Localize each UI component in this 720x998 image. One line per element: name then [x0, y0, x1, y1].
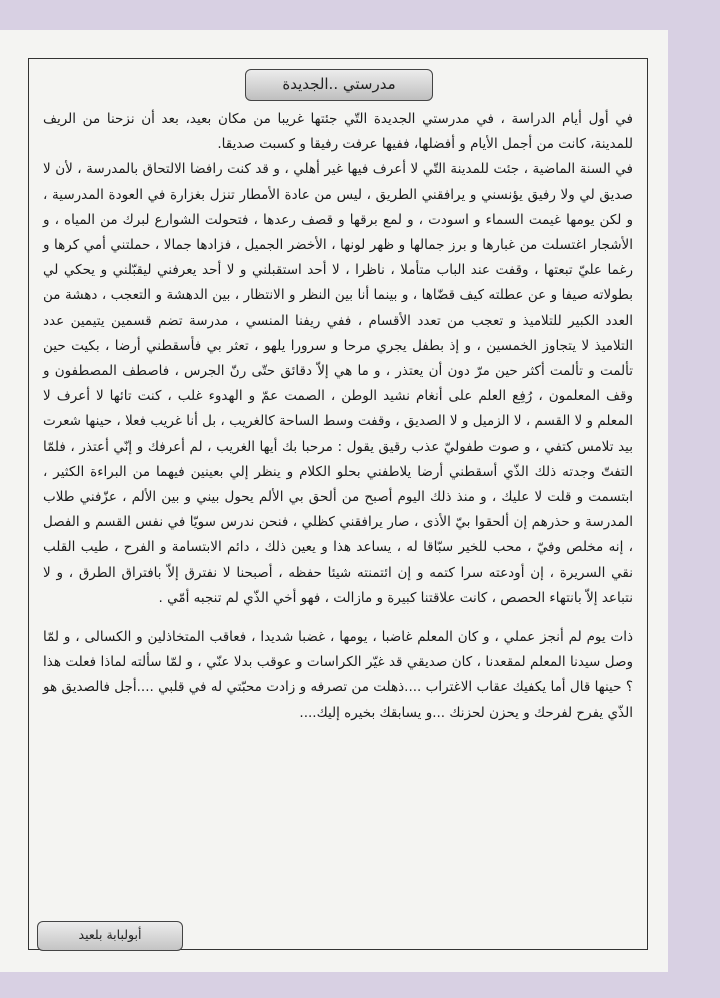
- paragraph-2: في السنة الماضية ، جئت للمدينة التّي لا أعرف فيها غير أهلي ، و قد كنت رافضا الالتحاق بالمدرسة ، لأن لا صديق لي ولا رفيق يؤنسني و يرافقني الطريق ، ليس من عادة الأمطار تنزل بغزارة في العودة المدرسية ، و لكن يومها غيمت السماء و اسودت ، و لمع برقها و قصف رعدها ، فتحولت الشوارع لبرك من المياه ، و الأشجار اغتسلت من غبارها و برز جمالها و ظهر لونها ، الأخضر الجميل ، فزادها جمالا ، حملتني أمي كرها و رغما عليّ تبعتها ، وقفت عند الباب متأملا ، ناظرا ، لا أحد استقبلني و لا أحد يعرفني ليقبّلني و يحكي لي بطولاته صيفا و عن عطلته كيف قضّاها ، و بينما أنا بين النظر و الانتظار ، بين الدهشة و التعجب ، دهشة من العدد الكبير للتلاميذ و تعجب من تعدد الأقسام ، ففي ريفنا المنسي ، مدرسة تضم قسمين يتيمين عدد التلاميذ لا يتجاوز الخمسين ، و إذ بطفل يجري مرحا و سرورا يلهو ، تعثر بي فأسقطني أرضا ، بكيت حين تألمت و تألمت أكثر حين مرّ دون أن يعتذر ، و ما هي إلاّ دقائق حتّى رنّ الجرس ، فاصطف المصطفون و وقف المعلمون ، رُفِع العلم على أنغام نشيد الوطن ، الصمت عمّ و الهدوء غلب ، كنت تائها لا أعرف لا المعلم و لا القسم ، لا الزميل و لا الصديق ، وقفت وسط الساحة كالغريب ، بل أنا غريب فعلا ، حينها شعرت بيد تلامس كتفي ، و صوت طفوليّ عذب رقيق يقول : مرحبا بك أيها الغريب ، لم أعرفك و إنّي أعتذر ، فلمّا التفتّ وجدته ذلك الذّي أسقطني أرضا يلاطفني بحلو الكلام و ينظر إلي بعينين فيهما من البراءة الكثير ، ابتسمت و قلت لا عليك ، و منذ ذلك اليوم أصبح من ألحق بي الألم يحول بيني و بين الألم ، عزّفني طلاب المدرسة و حذرهم إن ألحقوا بيّ الأذى ، صار يرافقني كظلي ، فنحن ندرس سويّا في نفس القسم و الفصل ، إنه مخلص وفيّ ، محب للخير سبّاقا له ، يساعد هذا و يعين ذلك ، دائم الابتسامة و الفرح ، طيب القلب نقي السريرة ، إن أودعته سرا كتمه و إن ائتمنته شيئا حفظه ، أصبحنا لا نفترق إلاّ بافتراق الطرق ، و لا نتباعد إلاّ بانتهاء الحصص ، كانت علاقتنا كبيرة و مازالت ، فهو أخي الذّي لم تنجبه أمّي .: [43, 161, 633, 606]
- document-frame: [28, 58, 648, 950]
- document-sheet: [0, 30, 668, 972]
- paragraph-3: ذات يوم لم أنجز عملي ، و كان المعلم غاضبا ، يومها ، غضبا شديدا ، فعاقب المتخاذلين و الكسالى ، و لمّا وصل سيدنا المعلم لمقعدنا ، كان صديقي قد غيّر الكراسات و عوقب بدلا عنّي ، و لمّا سألته لماذا فعلت هذا ؟ حينها قال أما يكفيك عقاب الاغتراب ....ذهلت من تصرفه و زادت محبّتي له في قلبي ....أجل فالصديق هو الذّي يفرح لفرحك و يحزن لحزنك ...و يسابقك بخيره إليك....: [43, 629, 633, 721]
- author-signature: أبولبابة بلعيد: [37, 921, 183, 951]
- paragraph-1: في أول أيام الدراسة ، في مدرستي الجديدة التّي جئتها غريبا من مكان بعيد، بعد أن نزحنا من الريف للمدينة، كانت من أجمل الأيام و أفضلها، ففيها عرفت رفيقا و كسبت صديقا.: [43, 111, 633, 153]
- essay-body: [43, 107, 633, 726]
- page-title: مدرستي ..الجديدة: [245, 69, 433, 101]
